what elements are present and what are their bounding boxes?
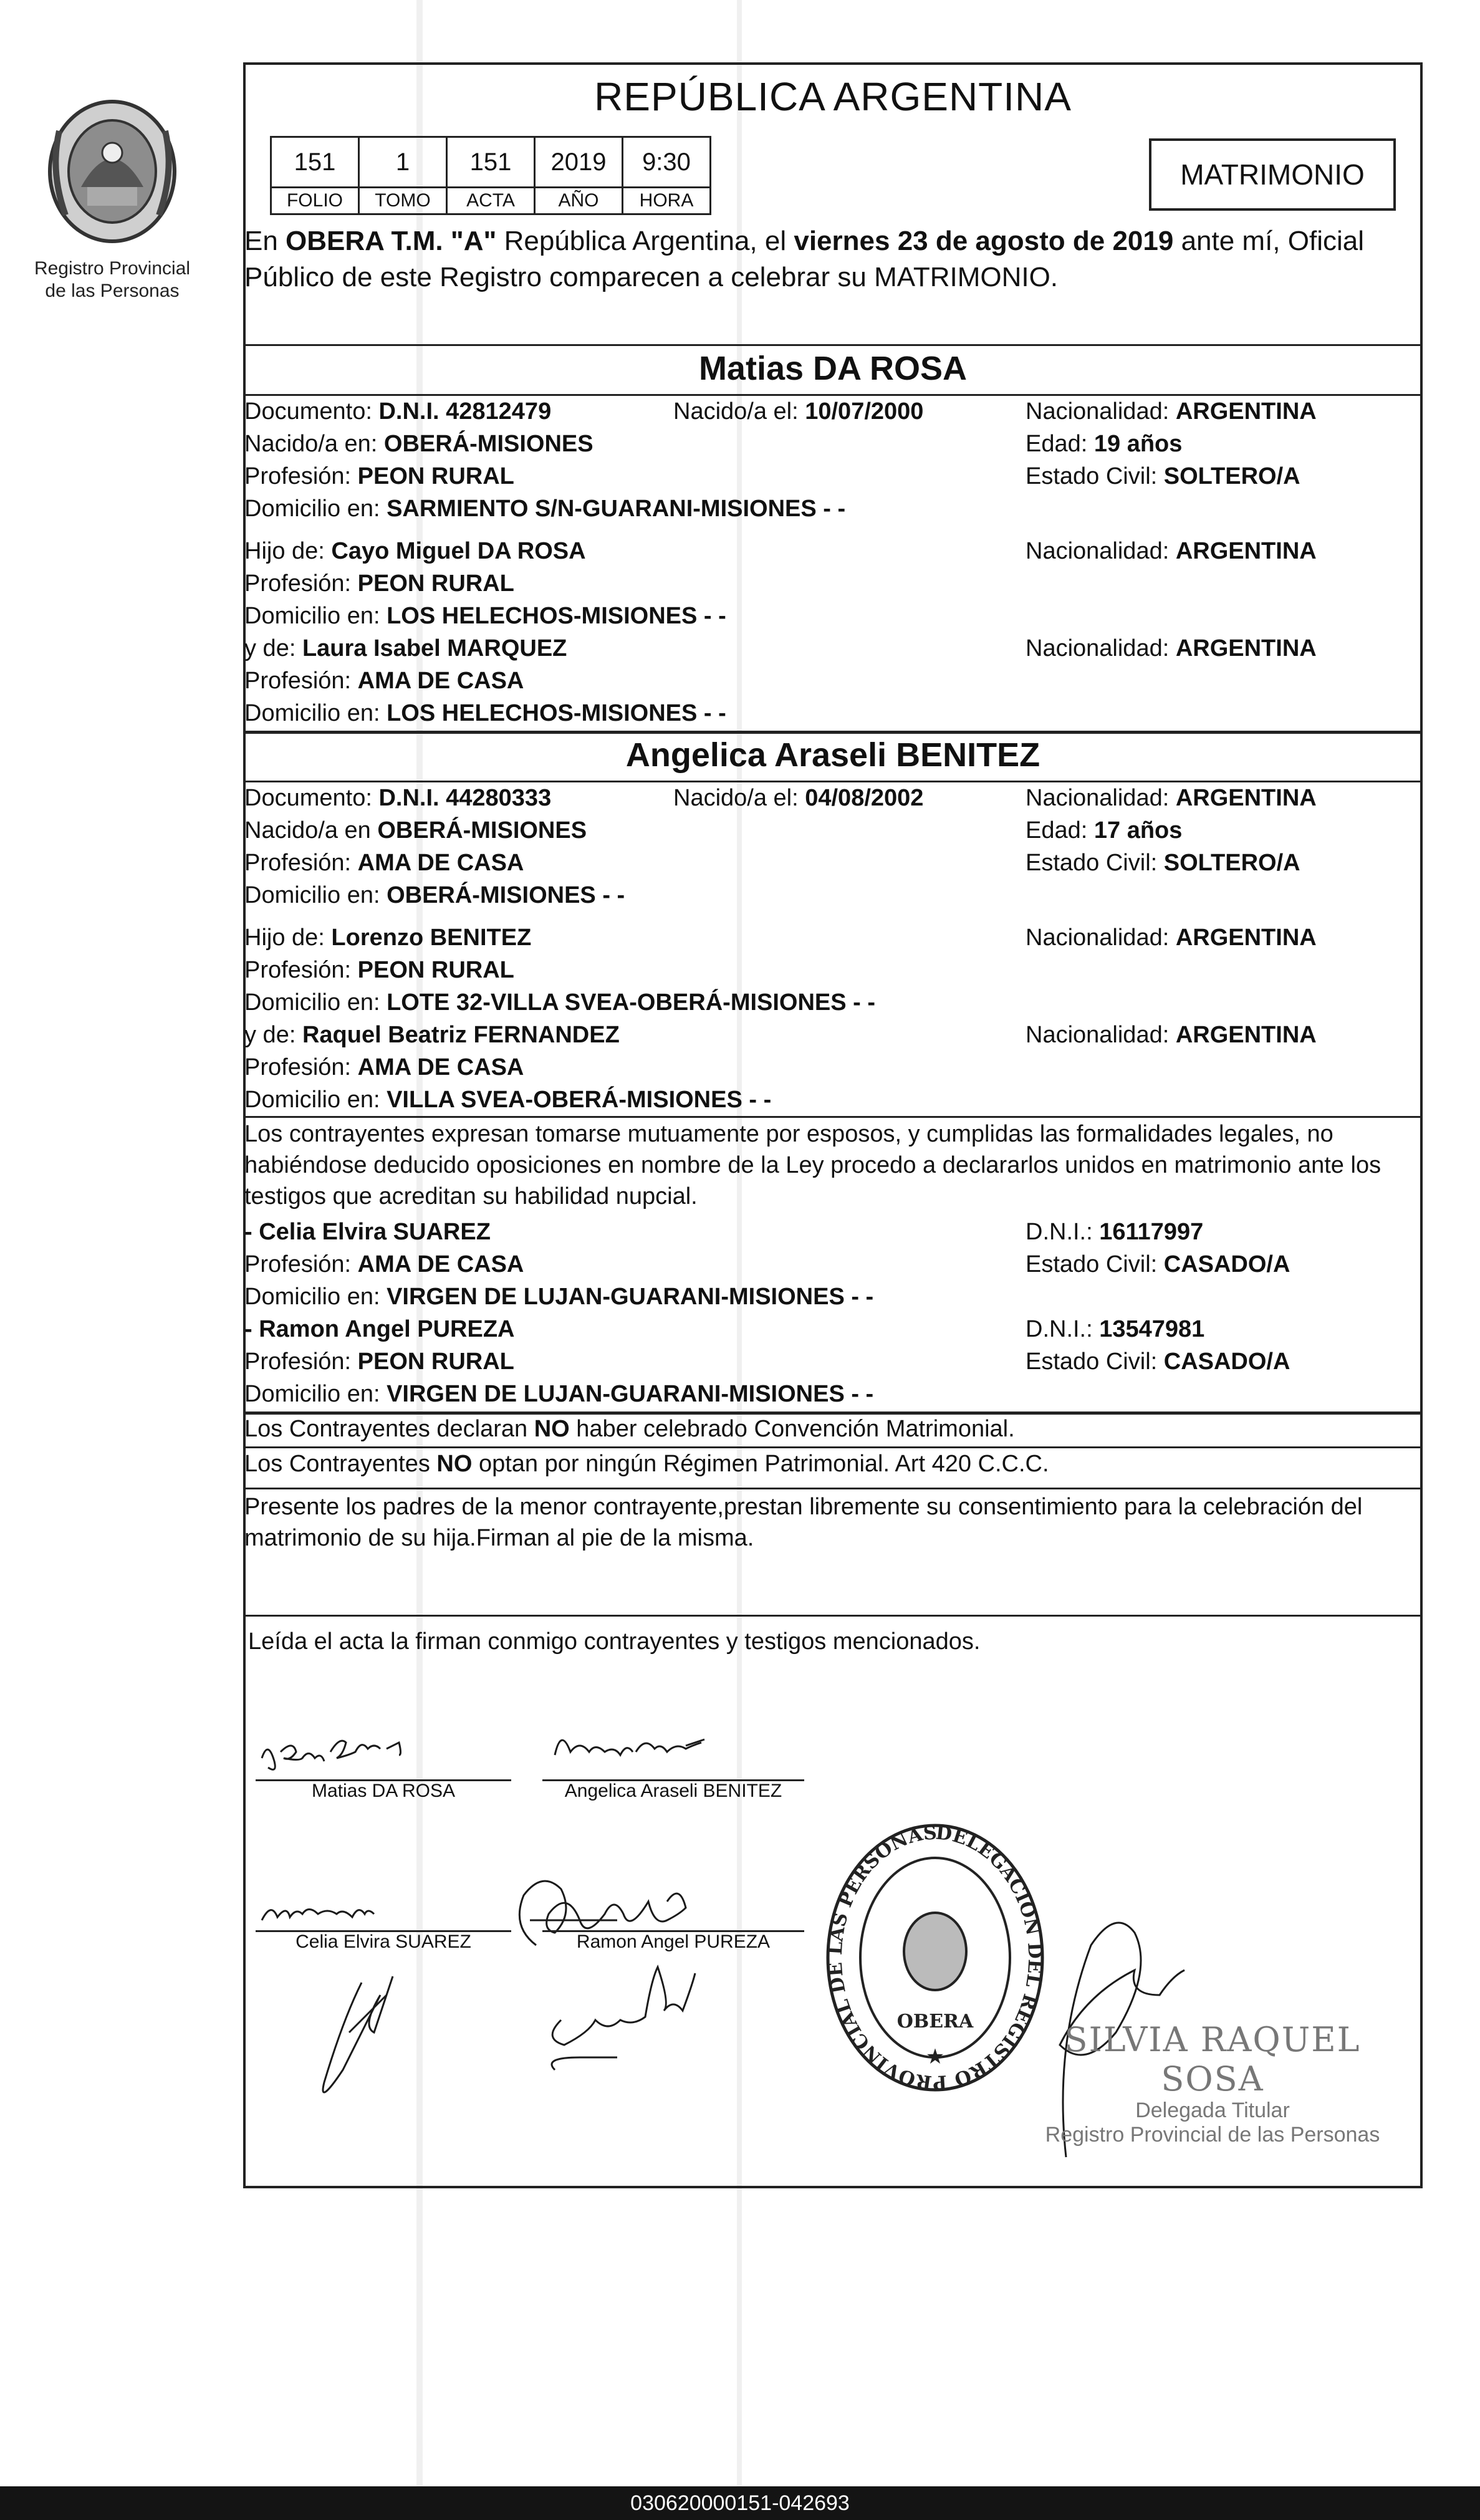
acta-value: 151 [447,137,535,188]
logo-caption-line1: Registro Provincial [34,258,191,279]
tomo-label: TOMO [359,188,447,214]
field-value: 04/08/2002 [805,785,924,811]
groom-mother-nationality [1026,635,1317,662]
field-label: Edad: [1026,817,1094,844]
bride-address [244,882,625,909]
field-label: Nacionalidad: [1026,538,1176,564]
field-label: Profesión: [244,850,358,876]
anio-value: 2019 [535,137,623,188]
field-label: Domicilio en: [244,1381,387,1407]
field-value: VIRGEN DE LUJAN-GUARANI-MISIONES - - [387,1284,874,1310]
field-value: ARGENTINA [1175,925,1317,951]
bride-birth-date [673,784,923,812]
field-label: y de: [244,635,302,661]
bride-profession [244,849,524,877]
field-value: SARMIENTO S/N-GUARANI-MISIONES - - [387,496,846,522]
field-label: Documento: [244,398,379,425]
bride-document [244,784,551,812]
field-value: 17 años [1093,817,1183,844]
bride-mother-nationality [1026,1021,1317,1049]
groom-address [244,495,845,522]
groom-mother-profession [244,667,524,695]
province-logo [19,94,206,302]
field-value: 19 años [1093,431,1183,457]
witness2-civil-status [1026,1348,1290,1375]
witness1-profession [244,1251,524,1278]
witness1-signature [262,1910,374,1921]
field-label: Profesión: [244,1349,358,1375]
groom-father-address [244,602,726,630]
groom-profession [244,463,514,490]
field-label: Domicilio en: [244,1087,387,1113]
tomo-value: 1 [359,137,447,188]
bride-father-nationality [1026,924,1317,951]
document-type-box: MATRIMONIO [1149,138,1396,211]
field-label: D.N.I.: [1026,1219,1100,1245]
field-label: Nacionalidad: [1026,1022,1176,1048]
parent-signature [552,1967,695,2070]
field-value: SOLTERO/A [1163,463,1300,489]
bride-father-address [244,989,875,1016]
intro-location: OBERA T.M. "A" [286,226,497,256]
bride-nationality [1026,784,1317,812]
regime-statement [244,1450,1049,1478]
witness2-name [244,1315,515,1343]
field-value: AMA DE CASA [357,1054,524,1080]
statement-text: Los Contrayentes declaran [244,1416,534,1442]
field-label: Profesión: [244,1251,358,1277]
field-label: Profesión: [244,957,358,983]
hora-label: HORA [623,188,711,214]
field-label: Profesión: [244,570,358,597]
statement-emphasis: NO [534,1416,570,1442]
witness2-dni [1026,1315,1204,1343]
logo-caption-line2: de las Personas [45,281,180,301]
bride-mother-profession [244,1054,524,1081]
field-value: 10/07/2000 [805,398,924,425]
field-label: D.N.I.: [1026,1316,1100,1342]
declaration-paragraph: Los contrayentes expresan tomarse mutuamente por esposos, y cumplidas las formalidades legales, no habiéndose deducido oposiciones en nombre de la Ley procedo a declararlos unidos en matrimonio ante los testigos que acreditan su habilidad nupcial. [244,1121,1381,1210]
field-label: Documento: [244,785,379,811]
field-value: OBERÁ-MISIONES [377,817,587,844]
bride-civil-status [1026,849,1300,877]
field-value: LOTE 32-VILLA SVEA-OBERÁ-MISIONES - - [387,989,876,1016]
field-label: Nacido/a en: [244,431,384,457]
acta-label: ACTA [447,188,535,214]
field-value: VIRGEN DE LUJAN-GUARANI-MISIONES - - [387,1381,874,1407]
witness1-name [244,1218,491,1246]
field-value: ARGENTINA [1175,785,1317,811]
field-label: Profesión: [244,1054,358,1080]
field-value: PEON RURAL [357,463,514,489]
groom-age [1026,430,1182,458]
statement-text: haber celebrado Convención Matrimonial. [569,1416,1015,1442]
field-value: D.N.I. 42812479 [378,398,552,425]
bride-signature-name: Angelica Araseli BENITEZ [564,1781,782,1801]
divider [243,394,1423,396]
closing-statement: Leída el acta la firman conmigo contrayentes y testigos mencionados. [248,1628,981,1655]
witness2-address [244,1380,873,1408]
groom-birth-date [673,398,923,425]
groom-civil-status [1026,463,1300,490]
stamp-city: OBERA [896,2011,974,2032]
field-value: Cayo Miguel DA ROSA [331,538,586,564]
intro-paragraph [244,223,1416,296]
groom-document [244,398,551,425]
field-value: PEON RURAL [357,1349,514,1375]
groom-father-nationality [1026,537,1317,565]
logo-caption [19,257,206,302]
witness1-civil-status [1026,1251,1290,1278]
field-value: PEON RURAL [357,570,514,597]
misiones-seal-icon [37,94,187,249]
bride-age [1026,817,1182,844]
statement-text: Los Contrayentes [244,1451,437,1477]
divider [243,1488,1423,1489]
statement-emphasis: NO [436,1451,473,1477]
field-value: - Celia Elvira SUAREZ [244,1219,491,1245]
field-label: Nacido/a en [244,817,378,844]
stamp-star-icon: ★ [925,2045,945,2069]
witness2-signature-name: Ramon Angel PUREZA [576,1931,771,1952]
stamp-emblem-icon [904,1913,966,1990]
convention-statement [244,1415,1015,1443]
field-label: Nacionalidad: [1026,785,1176,811]
field-value: 13547981 [1099,1316,1205,1342]
field-label: Domicilio en: [244,989,387,1016]
anio-label: AÑO [535,188,623,214]
field-value: AMA DE CASA [357,850,524,876]
field-value: SOLTERO/A [1163,850,1300,876]
field-label: Hijo de: [244,925,332,951]
field-label: Profesión: [244,668,358,694]
field-label: Estado Civil: [1026,463,1164,489]
statement-text: optan por ningún Régimen Patrimonial. Art 420 C.C.C. [472,1451,1049,1477]
field-label: Domicilio en: [244,700,387,726]
bride-mother [244,1021,620,1049]
witness1-signature-name: Celia Elvira SUAREZ [296,1931,471,1952]
witness1-dni [1026,1218,1203,1246]
intro-text: ante mí, Oficial Público de este Registro comparecen a celebrar su MATRIMONIO. [244,226,1365,292]
bride-birth-place [244,817,587,844]
divider [243,344,1423,346]
field-value: OBERÁ-MISIONES - - [387,882,625,908]
intro-text: República Argentina, el [496,226,794,256]
official-name: SILVIA RAQUEL SOSA [1064,2020,1361,2099]
field-label: Estado Civil: [1026,850,1164,876]
folio-label: FOLIO [271,188,359,214]
field-value: - Ramon Angel PUREZA [244,1316,515,1342]
hora-value: 9:30 [623,137,711,188]
field-value: ARGENTINA [1175,635,1317,661]
field-label: Nacionalidad: [1026,635,1176,661]
field-value: Laura Isabel MARQUEZ [302,635,567,661]
field-value: 16117997 [1099,1219,1204,1245]
field-value: ARGENTINA [1175,538,1317,564]
folio-value: 151 [271,137,359,188]
groom-father [244,537,586,565]
parent-signature [323,1976,393,2092]
field-label: Nacido/a el: [673,398,805,425]
field-label: Domicilio en: [244,1284,387,1310]
field-label: y de: [244,1022,302,1048]
divider [243,1615,1423,1617]
groom-birth-place [244,430,593,458]
divider [243,731,1423,734]
field-label: Domicilio en: [244,882,387,908]
field-label: Domicilio en: [244,603,387,629]
groom-mother [244,635,567,662]
divider [243,1446,1423,1448]
field-value: AMA DE CASA [357,1251,524,1277]
groom-signature-name: Matias DA ROSA [311,1781,456,1801]
bride-father-profession [244,956,514,984]
field-value: PEON RURAL [357,957,514,983]
field-value: VILLA SVEA-OBERÁ-MISIONES - - [387,1087,772,1113]
field-value: LOS HELECHOS-MISIONES - - [387,700,726,726]
official-stamp [817,1814,1054,2101]
field-label: Estado Civil: [1026,1349,1164,1375]
official-block [1032,2020,1393,2147]
field-label: Nacionalidad: [1026,398,1176,425]
witness2-profession [244,1348,514,1375]
bride-signature [555,1739,704,1755]
field-value: LOS HELECHOS-MISIONES - - [387,603,726,629]
field-value: ARGENTINA [1175,398,1317,425]
parental-consent-paragraph: Presente los padres de la menor contrayente,prestan libremente su consentimiento para la celebración del matrimonio de su hija.Firman al pie de la misma. [244,1494,1363,1551]
groom-signature [262,1741,401,1769]
groom-nationality [1026,398,1317,425]
intro-date: viernes 23 de agosto de 2019 [794,226,1174,256]
groom-name-heading: Matias DA ROSA [698,350,968,387]
country-title: REPÚBLICA ARGENTINA [594,74,1072,119]
bride-name-heading: Angelica Araseli BENITEZ [625,736,1040,774]
registration-id-table [270,136,711,215]
field-value: Raquel Beatriz FERNANDEZ [302,1022,620,1048]
field-label: Estado Civil: [1026,1251,1164,1277]
field-label: Profesión: [244,463,358,489]
official-office: Registro Provincial de las Personas [1045,2123,1380,2147]
bride-mother-address [244,1086,771,1113]
official-role: Delegada Titular [1135,2099,1290,2122]
witness1-address [244,1283,873,1310]
groom-father-profession [244,570,514,597]
field-label: Hijo de: [244,538,332,564]
field-label: Nacido/a el: [673,785,805,811]
field-value: CASADO/A [1163,1349,1290,1375]
divider [243,1411,1423,1415]
divider [243,781,1423,782]
field-value: Lorenzo BENITEZ [331,925,532,951]
field-label: Domicilio en: [244,496,387,522]
divider [243,1116,1423,1118]
groom-mother-address [244,700,726,727]
field-value: CASADO/A [1163,1251,1290,1277]
field-value: OBERÁ-MISIONES [383,431,593,457]
field-label: Nacionalidad: [1026,925,1176,951]
intro-text: En [244,226,286,256]
field-value: D.N.I. 44280333 [378,785,552,811]
field-value: AMA DE CASA [357,668,524,694]
field-value: ARGENTINA [1175,1022,1317,1048]
bride-father [244,924,531,951]
stamp-ring-path: DELEGACION DEL REGISTRO PROVINCIAL DE LAS PERSONAS [824,1822,1046,2094]
document-code-bar: 030620000151-042693 [0,2486,1480,2520]
field-label: Edad: [1026,431,1094,457]
